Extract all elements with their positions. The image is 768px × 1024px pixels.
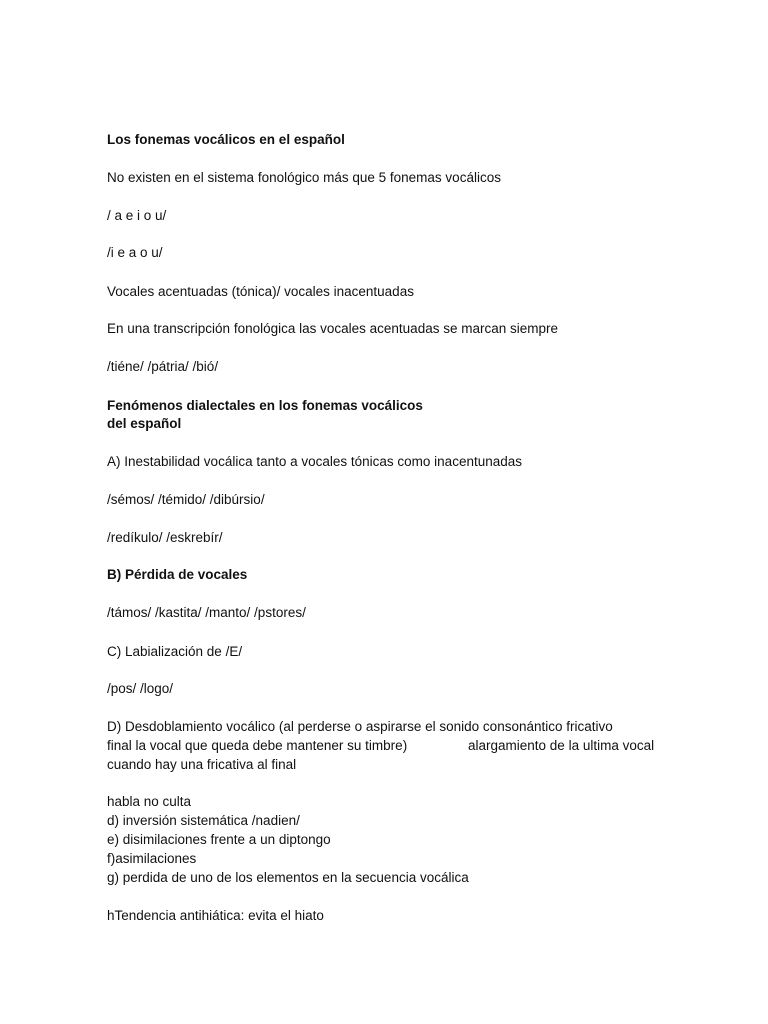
vowels-list-2: /i e a o u/ bbox=[107, 245, 163, 260]
section-heading-line2: del español bbox=[107, 416, 182, 431]
item-d2: d) inversión sistemática /nadien/ bbox=[107, 813, 300, 828]
examples-a2: /redíkulo/ /eskrebír/ bbox=[107, 530, 223, 545]
item-h: hTendencia antihiática: evita el hiato bbox=[107, 908, 324, 923]
item-d-line3: cuando hay una fricativa al final bbox=[107, 757, 297, 772]
transcription-note: En una transcripción fonológica las vocales acentuadas se marcan siempre bbox=[107, 321, 558, 336]
stress-line: Vocales acentuadas (tónica)/ vocales inacentuadas bbox=[107, 284, 414, 299]
item-b: B) Pérdida de vocales bbox=[107, 567, 248, 582]
examples-c: /pos/ /logo/ bbox=[107, 681, 174, 696]
habla-no-culta: habla no culta bbox=[107, 794, 192, 809]
item-d-line2a: final la vocal que queda debe mantener su timbre) bbox=[107, 738, 408, 753]
item-e: e) disimilaciones frente a un diptongo bbox=[107, 832, 331, 847]
examples-b: /támos/ /kastita/ /manto/ /pstores/ bbox=[107, 605, 306, 620]
examples-a1: /sémos/ /témido/ /dibúrsio/ bbox=[107, 492, 265, 507]
item-d-line1: D) Desdoblamiento vocálico (al perderse o aspirarse el sonido consonántico fricativo bbox=[107, 719, 613, 734]
item-g: g) perdida de uno de los elementos en la secuencia vocálica bbox=[107, 870, 469, 885]
item-c: C) Labialización de /E/ bbox=[107, 644, 243, 659]
intro-paragraph: No existen en el sistema fonológico más que 5 fonemas vocálicos bbox=[107, 170, 501, 185]
item-d-line2b: alargamiento de la ultima vocal bbox=[468, 738, 655, 753]
item-f: f)asimilaciones bbox=[107, 851, 197, 866]
item-a: A) Inestabilidad vocálica tanto a vocales tónicas como inacentunadas bbox=[107, 454, 522, 469]
document-title: Los fonemas vocálicos en el español bbox=[107, 132, 345, 147]
section-heading-line1: Fenómenos dialectales en los fonemas vocálicos bbox=[107, 398, 423, 413]
stress-examples: /tiéne/ /pátria/ /bió/ bbox=[107, 359, 219, 374]
vowels-list-1: / a e i o u/ bbox=[107, 208, 167, 223]
